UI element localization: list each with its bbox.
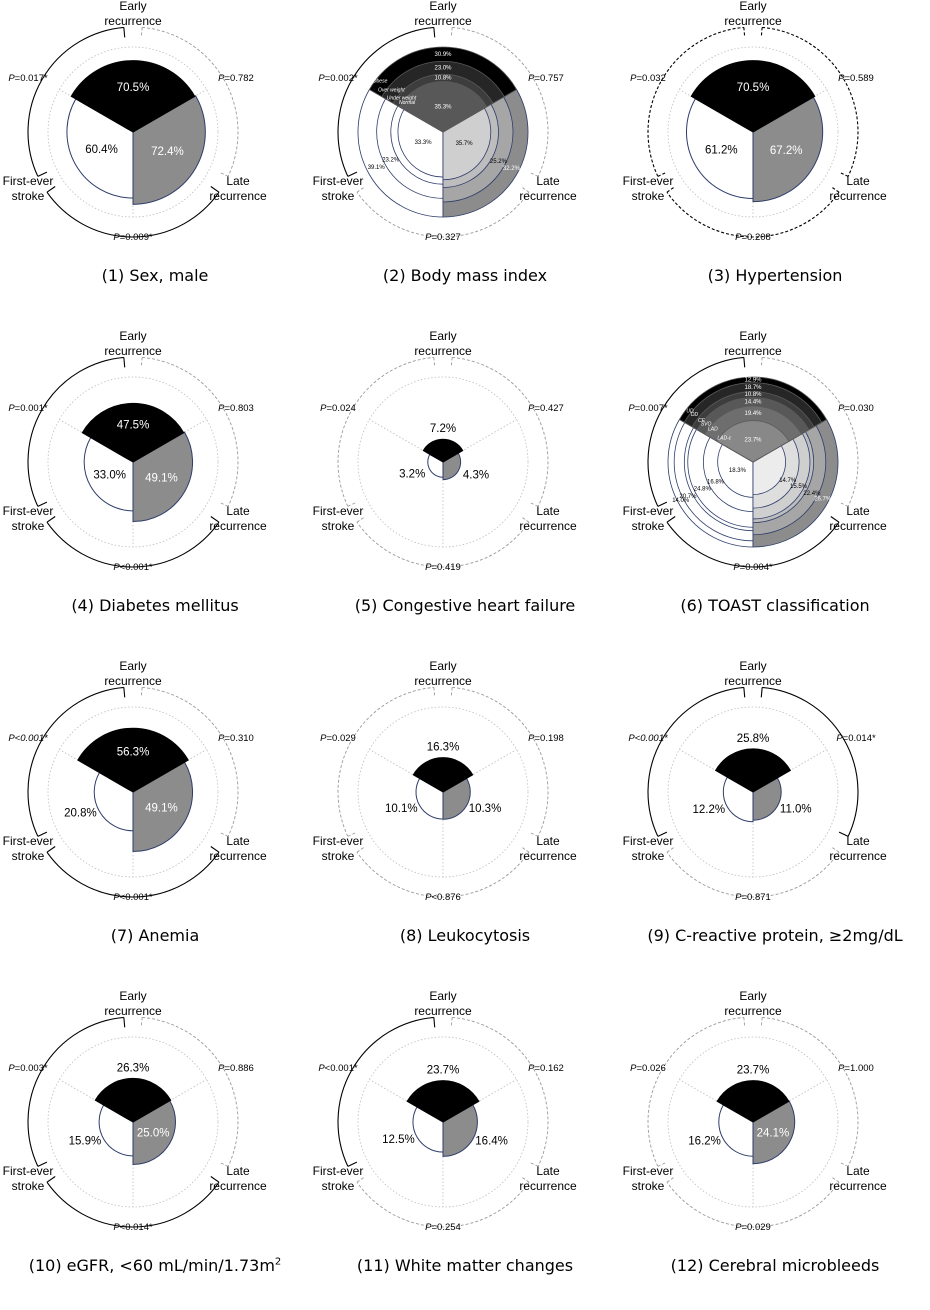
group-label-late: Late recurrence bbox=[829, 1164, 887, 1193]
chart-panel-11 bbox=[310, 990, 620, 1310]
chart-panel-5 bbox=[310, 330, 620, 650]
group-label-first: First-ever stroke bbox=[2, 1164, 54, 1193]
p-value-bottom: P=0.871 bbox=[735, 892, 771, 903]
value-label-late: 24.1% bbox=[756, 1127, 790, 1140]
value-label-first: 12.5% bbox=[382, 1134, 415, 1147]
p-value-right: P=1.000 bbox=[838, 1063, 874, 1074]
chart-title bbox=[620, 266, 930, 285]
group-label-late: Late recurrence bbox=[829, 834, 887, 863]
chart-panel-12 bbox=[620, 990, 930, 1310]
ring-value-first-6: 18.3% bbox=[728, 467, 746, 474]
chart-title bbox=[310, 266, 620, 285]
ring-value-late-4: 15.5% bbox=[789, 483, 808, 490]
p-value-left: P<0.001* bbox=[8, 733, 48, 744]
p-value-bottom: P=0.004* bbox=[733, 562, 773, 573]
chart-title bbox=[310, 1256, 620, 1275]
p-value-right: P=0.162 bbox=[528, 1063, 564, 1074]
chart-title-text: (12) Cerebral microbleeds bbox=[670, 1256, 880, 1275]
group-label-first: First-ever stroke bbox=[312, 504, 364, 533]
ring-name-3: Under weight bbox=[386, 95, 417, 102]
chart-panel-4 bbox=[0, 330, 310, 650]
chart-title bbox=[620, 926, 930, 945]
p-value-left: P=0.017* bbox=[8, 73, 48, 84]
group-label-first: First-ever stroke bbox=[2, 174, 54, 203]
group-label-early: Early recurrence bbox=[724, 0, 782, 28]
value-label-late: 11.0% bbox=[779, 803, 812, 816]
group-label-late: Late recurrence bbox=[209, 1164, 267, 1193]
p-bracket-right bbox=[451, 357, 548, 506]
chart-title-text: (1) Sex, male bbox=[101, 266, 209, 285]
value-label-late: 4.3% bbox=[462, 469, 490, 482]
group-label-early: Early recurrence bbox=[104, 659, 162, 688]
p-bracket-bottom bbox=[47, 1176, 219, 1227]
p-value-left: P=0.003* bbox=[8, 1063, 48, 1074]
p-value-bottom: P=0.254 bbox=[425, 1222, 461, 1233]
chart-title-text: (2) Body mass index bbox=[382, 266, 548, 285]
value-label-early: 56.3% bbox=[116, 746, 150, 759]
ring-value-first-4: 33.3% bbox=[414, 140, 432, 147]
ring-name-4: SVO bbox=[700, 421, 712, 428]
value-label-late: 10.3% bbox=[468, 803, 502, 816]
ring-value-late-1: 26.7% bbox=[814, 496, 832, 503]
p-value-left: P<0.001* bbox=[628, 733, 668, 744]
chart-panel-6 bbox=[620, 330, 930, 650]
p-value-right: P=0.886 bbox=[218, 1063, 254, 1074]
ring-value-early-4: 35.3% bbox=[434, 104, 452, 111]
p-value-right: P=0.030 bbox=[838, 403, 874, 414]
value-label-early: 16.3% bbox=[426, 741, 460, 754]
group-label-late: Late recurrence bbox=[209, 504, 267, 533]
p-value-right: P=0.589 bbox=[838, 73, 874, 84]
value-label-late: 16.4% bbox=[475, 1135, 508, 1148]
p-value-bottom: P=0.029 bbox=[735, 1222, 771, 1233]
p-value-bottom: P=0.208 bbox=[735, 232, 771, 243]
group-label-late: Late recurrence bbox=[519, 504, 577, 533]
value-label-late: 49.1% bbox=[145, 472, 178, 485]
ring-value-early-3: 10.8% bbox=[744, 392, 762, 399]
value-label-first: 12.2% bbox=[692, 803, 726, 816]
p-bracket-bottom bbox=[357, 516, 529, 567]
p-value-bottom: P<0.014* bbox=[113, 1222, 153, 1233]
chart-title bbox=[310, 926, 620, 945]
ring-value-first-2: 23.2% bbox=[382, 157, 400, 164]
chart-title-superscript: 2 bbox=[274, 1256, 282, 1268]
chart-title-text: (7) Anemia bbox=[110, 926, 200, 945]
value-label-early: 25.8% bbox=[736, 732, 770, 745]
value-label-early: 47.5% bbox=[116, 419, 150, 432]
chart-title bbox=[0, 596, 310, 615]
ring-value-late-2: 22.4% bbox=[803, 490, 821, 497]
value-label-early: 70.5% bbox=[116, 81, 150, 94]
value-label-early: 23.7% bbox=[736, 1064, 770, 1077]
chart-panel-1 bbox=[0, 0, 310, 320]
group-label-early: Early recurrence bbox=[414, 989, 472, 1018]
chart-title bbox=[0, 266, 310, 285]
p-value-bottom: P<0.001* bbox=[113, 892, 153, 903]
chart-panel-7 bbox=[0, 660, 310, 980]
ring-name-4: Normal bbox=[399, 100, 416, 106]
value-label-first: 60.4% bbox=[85, 144, 118, 157]
chart-panel-10 bbox=[0, 990, 310, 1310]
p-value-bottom: P=0.009* bbox=[113, 232, 153, 243]
group-label-early: Early recurrence bbox=[104, 989, 162, 1018]
p-value-right: P=0.310 bbox=[218, 733, 254, 744]
group-label-early: Early recurrence bbox=[724, 329, 782, 358]
group-label-first: First-ever stroke bbox=[2, 834, 54, 863]
group-label-first: First-ever stroke bbox=[622, 834, 674, 863]
chart-title-text: (9) C-reactive protein, ≥2mg/dL bbox=[647, 926, 903, 945]
p-value-right: P=0.014* bbox=[836, 733, 876, 744]
p-value-right: P=0.427 bbox=[528, 403, 564, 414]
chart-title bbox=[620, 596, 930, 615]
p-value-right: P=0.198 bbox=[528, 733, 564, 744]
value-label-early: 26.3% bbox=[116, 1062, 150, 1075]
value-label-first: 15.9% bbox=[68, 1135, 102, 1148]
p-value-bottom: P<0.001* bbox=[113, 562, 153, 573]
p-bracket-bottom bbox=[357, 846, 529, 897]
value-label-first: 16.2% bbox=[688, 1135, 721, 1148]
ring-value-late-2: 25.2% bbox=[489, 159, 507, 166]
p-value-left: P=0.007* bbox=[628, 403, 668, 414]
p-value-right: P=0.757 bbox=[528, 73, 564, 84]
ring-value-early-4: 14.4% bbox=[744, 399, 762, 406]
p-value-left: P=0.029 bbox=[320, 733, 356, 744]
p-value-right: P=0.782 bbox=[218, 73, 254, 84]
group-label-late: Late recurrence bbox=[829, 174, 887, 203]
ring-name-5: LAD bbox=[708, 426, 718, 433]
p-value-left: P=0.001* bbox=[8, 403, 48, 414]
group-label-late: Late recurrence bbox=[209, 174, 267, 203]
chart-title-text: (5) Congestive heart failure bbox=[354, 596, 576, 615]
group-label-late: Late recurrence bbox=[209, 834, 267, 863]
ring-value-late-4: 35.7% bbox=[455, 140, 473, 147]
group-label-early: Early recurrence bbox=[724, 989, 782, 1018]
group-label-early: Early recurrence bbox=[104, 0, 162, 28]
group-label-first: First-ever stroke bbox=[312, 834, 364, 863]
group-label-late: Late recurrence bbox=[829, 504, 887, 533]
p-value-left: P=0.024 bbox=[320, 403, 356, 414]
value-label-first: 10.1% bbox=[384, 802, 418, 815]
p-value-bottom: P=0.327 bbox=[425, 232, 461, 243]
chart-title-text: (6) TOAST classification bbox=[680, 596, 870, 615]
chart-panel-2 bbox=[310, 0, 620, 320]
group-label-early: Early recurrence bbox=[104, 329, 162, 358]
value-label-first: 33.0% bbox=[93, 469, 127, 482]
chart-title bbox=[0, 926, 310, 945]
ring-value-first-4: 24.8% bbox=[693, 486, 711, 493]
p-bracket-bottom bbox=[47, 846, 219, 897]
value-label-late: 67.2% bbox=[769, 145, 803, 158]
chart-title-text: (4) Diabetes mellitus bbox=[71, 596, 239, 615]
value-label-first: 61.2% bbox=[704, 144, 738, 157]
chart-title-text: (11) White matter changes bbox=[356, 1256, 574, 1275]
ring-value-early-1: 30.9% bbox=[434, 51, 452, 58]
ring-value-first-2: 20.7% bbox=[679, 494, 697, 501]
ring-value-early-5: 19.4% bbox=[744, 410, 762, 417]
chart-panel-9 bbox=[620, 660, 930, 980]
chart-title-text: (10) eGFR, <60 mL/min/1.73m bbox=[28, 1256, 275, 1275]
ring-value-late-1: 32.2% bbox=[502, 165, 520, 172]
p-value-left: P<0.001* bbox=[318, 1063, 358, 1074]
p-value-left: P=0.032 bbox=[630, 73, 666, 84]
group-label-early: Early recurrence bbox=[414, 659, 472, 688]
p-value-bottom: P=0.419 bbox=[425, 562, 461, 573]
group-label-first: First-ever stroke bbox=[622, 504, 674, 533]
value-label-first: 20.8% bbox=[64, 807, 97, 820]
chart-panel-8 bbox=[310, 660, 620, 980]
ring-name-2: OD bbox=[690, 412, 699, 419]
chart-title-text: (3) Hypertension bbox=[707, 266, 843, 285]
group-label-first: First-ever stroke bbox=[312, 1164, 364, 1193]
value-label-first: 3.2% bbox=[399, 468, 426, 481]
ring-value-early-6: 23.7% bbox=[744, 437, 762, 444]
chart-title bbox=[620, 1256, 930, 1275]
group-label-late: Late recurrence bbox=[519, 1164, 577, 1193]
group-label-first: First-ever stroke bbox=[622, 174, 674, 203]
group-label-late: Late recurrence bbox=[519, 834, 577, 863]
ring-name-6: LAD-c bbox=[717, 435, 732, 442]
value-label-late: 49.1% bbox=[145, 802, 178, 815]
p-bracket-bottom bbox=[667, 846, 839, 897]
ring-value-early-2: 23.0% bbox=[434, 65, 452, 72]
group-label-late: Late recurrence bbox=[519, 174, 577, 203]
p-value-left: P=0.002* bbox=[318, 73, 358, 84]
ring-value-first-1: 39.1% bbox=[367, 165, 385, 172]
ring-value-early-2: 18.7% bbox=[744, 384, 762, 391]
value-label-early: 23.7% bbox=[426, 1064, 460, 1077]
p-bracket-left bbox=[338, 357, 435, 506]
ring-value-first-5: 16.8% bbox=[706, 479, 725, 486]
value-label-early: 7.2% bbox=[429, 423, 457, 436]
value-label-early: 70.5% bbox=[736, 81, 770, 94]
value-label-late: 25.0% bbox=[136, 1127, 170, 1140]
group-label-first: First-ever stroke bbox=[312, 174, 364, 203]
ring-name-3: CE bbox=[698, 417, 705, 424]
group-label-first: First-ever stroke bbox=[2, 504, 54, 533]
ring-value-first-1: 14.0% bbox=[672, 498, 690, 505]
p-value-right: P=0.803 bbox=[218, 403, 254, 414]
p-value-bottom: P<0.876 bbox=[425, 892, 461, 903]
group-label-early: Early recurrence bbox=[414, 329, 472, 358]
ring-name-1: Obese bbox=[372, 78, 388, 85]
group-label-early: Early recurrence bbox=[414, 0, 472, 28]
group-label-early: Early recurrence bbox=[724, 659, 782, 688]
ring-value-early-1: 12.9% bbox=[744, 377, 762, 384]
ring-value-late-5: 14.7% bbox=[779, 478, 797, 485]
ring-value-early-3: 10.8% bbox=[434, 75, 452, 82]
ring-name-2: Over weight bbox=[377, 87, 405, 94]
ring-name-1: UD bbox=[686, 408, 694, 415]
p-bracket-bottom bbox=[667, 1176, 839, 1227]
p-bracket-bottom bbox=[357, 1176, 529, 1227]
group-label-first: First-ever stroke bbox=[622, 1164, 674, 1193]
p-bracket-bottom bbox=[47, 516, 219, 567]
chart-title bbox=[310, 596, 620, 615]
chart-title-text: (8) Leukocytosis bbox=[399, 926, 531, 945]
chart-title bbox=[0, 1256, 310, 1275]
p-value-left: P=0.026 bbox=[630, 1063, 666, 1074]
chart-panel-3 bbox=[620, 0, 930, 320]
value-label-late: 72.4% bbox=[151, 145, 184, 158]
